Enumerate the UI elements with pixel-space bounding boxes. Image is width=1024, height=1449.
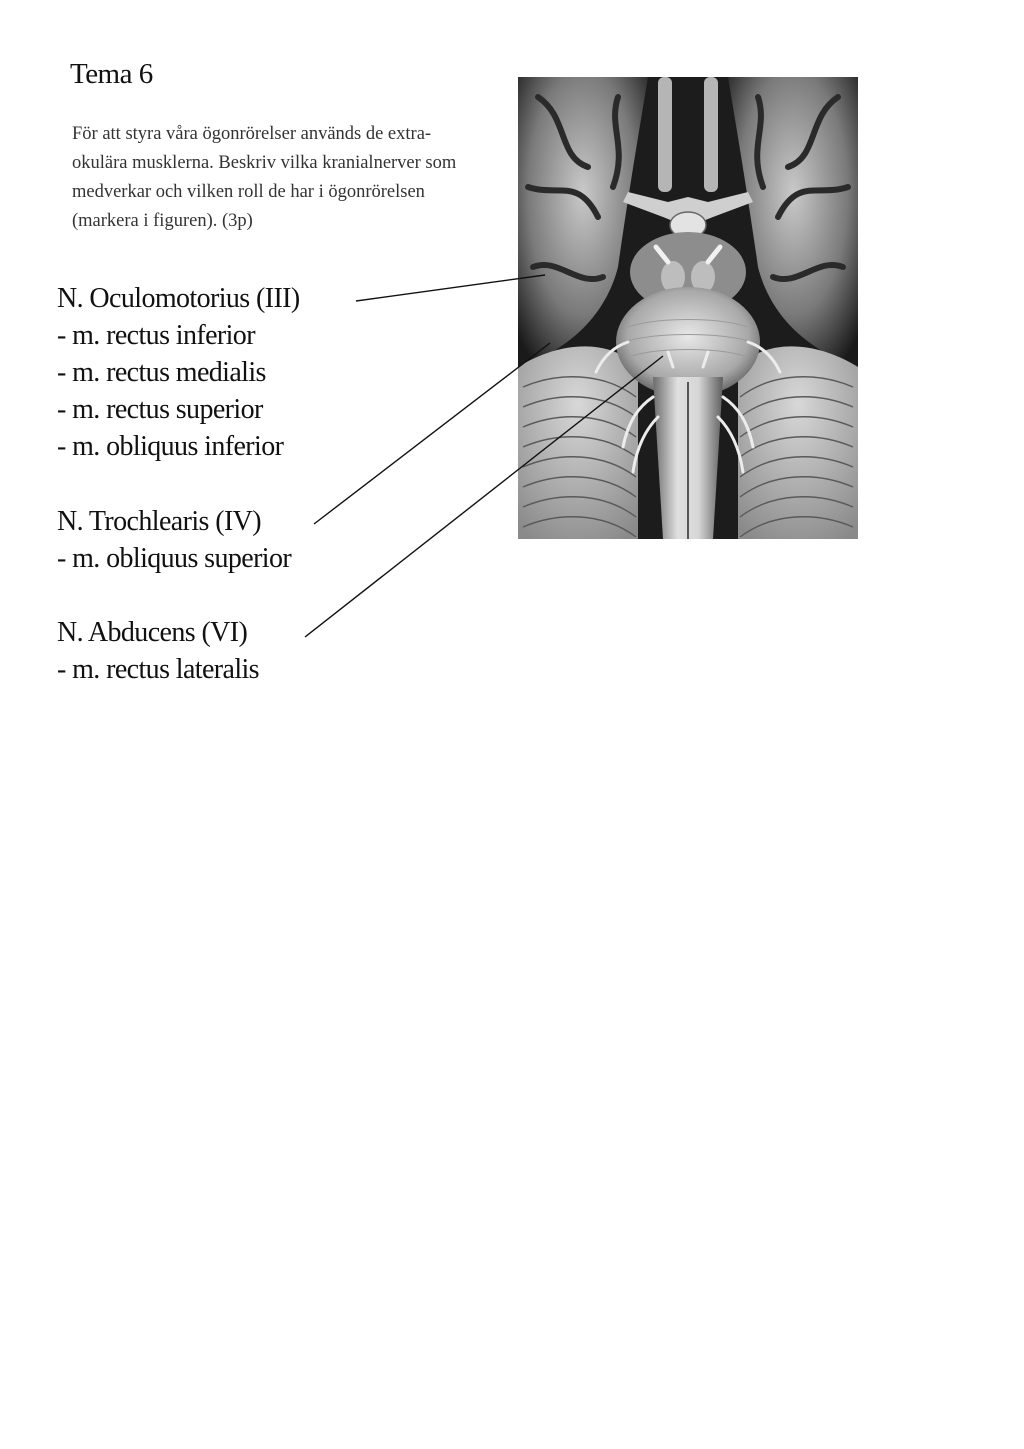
- question-line: (markera i figuren). (3p): [72, 211, 253, 231]
- muscle-item: - m. rectus lateralis: [57, 654, 259, 685]
- brain-base-illustration-icon: [518, 77, 858, 539]
- muscle-item: - m. rectus medialis: [57, 357, 266, 388]
- question-line: För att styra våra ögonrörelser används de extra-: [72, 124, 432, 144]
- question-text: [72, 120, 517, 236]
- question-line: medverkar och vilken roll de har i ögonrörelsen: [72, 182, 425, 202]
- muscle-item: - m. obliquus inferior: [57, 431, 284, 462]
- muscle-item: - m. rectus inferior: [57, 320, 255, 351]
- leader-line-oculomotorius: [356, 275, 545, 301]
- answer-oculomotorius: [57, 280, 300, 465]
- leader-line-trochlearis: [314, 343, 550, 524]
- page-title: Tema 6: [70, 58, 153, 90]
- answer-trochlearis: [57, 503, 291, 577]
- nerve-name: N. Abducens (VI): [57, 617, 248, 648]
- muscle-item: - m. rectus superior: [57, 394, 263, 425]
- nerve-name: N. Oculomotorius (III): [57, 283, 300, 314]
- nerve-name: N. Trochlearis (IV): [57, 506, 262, 537]
- answer-abducens: [57, 614, 259, 688]
- muscle-item: - m. obliquus superior: [57, 543, 292, 574]
- question-line: okulära musklerna. Beskriv vilka kranialnerver som: [72, 153, 457, 173]
